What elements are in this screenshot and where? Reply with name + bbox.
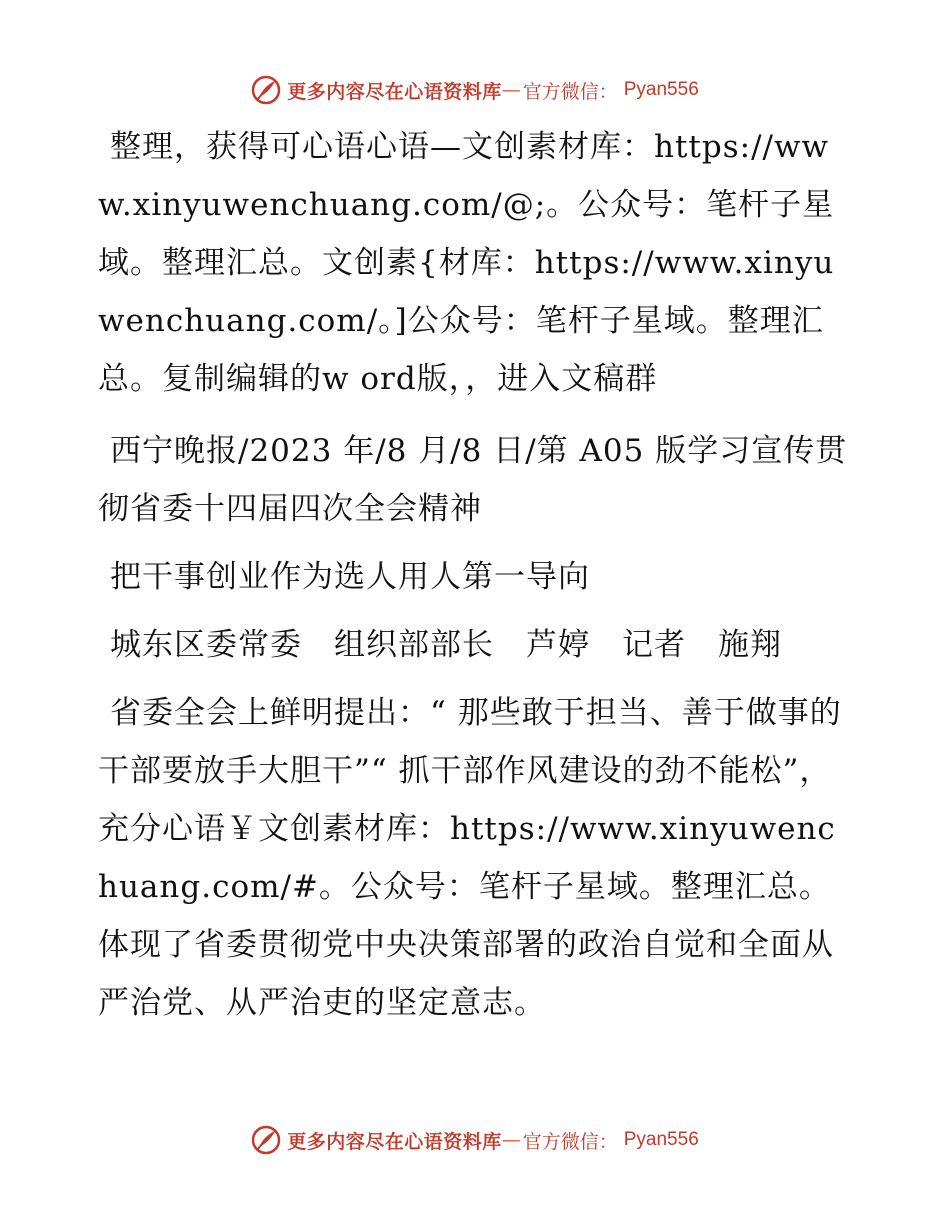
banner-main-text: 更多内容尽在心语资料库 xyxy=(287,80,502,103)
article-title: 把干事创业作为选人用人第一导向 xyxy=(110,559,590,595)
byline: 城东区委常委 组织部部长 芦婷 记者 施翔 xyxy=(110,627,782,663)
document-body xyxy=(98,118,848,1042)
feather-logo-icon xyxy=(251,1125,281,1155)
intro-paragraph: 整理，获得可心语心语—文创素材库：https://www.xinyuwenchuang.com/@;。公众号：笔杆子星域。整理汇总。文创素{材库：https://www.xinyuwenchuang.com/。]公众号：笔杆子星域。整理汇总。复制编辑的w ord版，，进入文稿群 xyxy=(98,129,835,397)
banner-wechat-id: Pyan556 xyxy=(623,1129,699,1150)
banner-wechat-id: Pyan556 xyxy=(623,79,699,100)
banner-main-text: 更多内容尽在心语资料库 xyxy=(287,1130,502,1153)
source-line: 西宁晚报/2023 年/8 月/8 日/第 A05 版学习宣传贯彻省委十四届四次全会精神 xyxy=(98,433,848,527)
banner-separator: — xyxy=(501,1129,521,1151)
header-banner xyxy=(0,72,950,108)
body-paragraph: 省委全会上鲜明提出：“ 那些敢于担当、善于做事的干部要放手大胆干”“ 抓干部作风建设的劲不能松”，充分心语￥文创素材库：https://www.xinyuwenchuang.com/#。公众号：笔杆子星域。整理汇总。体现了省委贯彻党中央决策部署的政治自觉和全面从严治党、从严治吏的坚定意志。 xyxy=(98,695,842,1021)
feather-logo-icon xyxy=(251,75,281,105)
banner-wechat-label: 官方微信： xyxy=(522,1130,618,1153)
banner-wechat-label: 官方微信： xyxy=(522,80,618,103)
banner-separator: — xyxy=(501,79,521,101)
footer-banner xyxy=(0,1122,950,1158)
